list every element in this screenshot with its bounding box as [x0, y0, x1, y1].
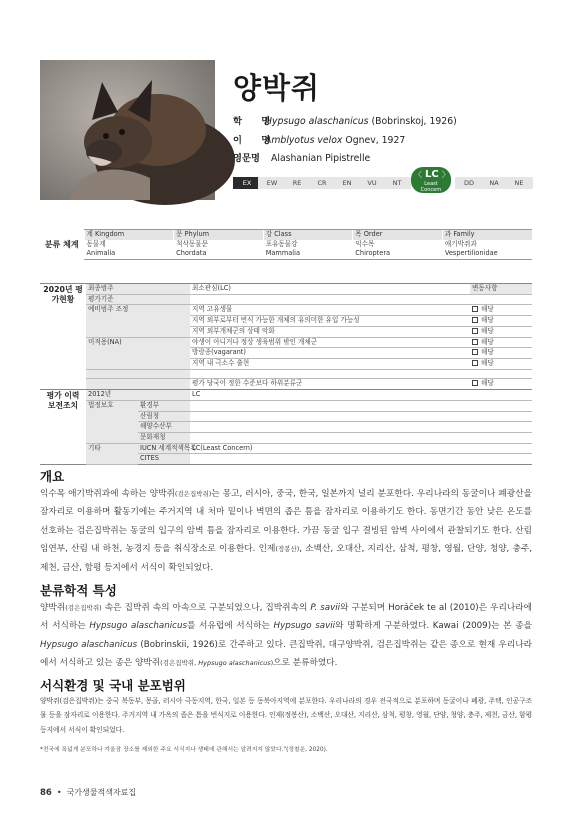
na-item: 지역 내 극소수 출현 — [190, 358, 470, 369]
redlist-chip-cr: CR — [308, 177, 336, 189]
year-value: LC — [190, 390, 532, 401]
scientific-name-row — [233, 113, 457, 132]
text-run: ) — [270, 659, 274, 668]
redlist-current-line1: Least — [424, 181, 438, 187]
iucn-label: IUCN 세계적색목록 — [138, 443, 190, 454]
taxonomy-latin: Chiroptera — [353, 249, 443, 259]
assessment-section-label: 2020년 평가현황 — [40, 284, 86, 390]
check-item — [470, 337, 532, 348]
criteria-label: 평가기준 — [86, 294, 190, 305]
text-run: (정봉산) — [275, 545, 300, 554]
redlist-chip-dd: DD — [455, 177, 483, 189]
synonym-author: Ognev, 1927 — [342, 134, 406, 146]
text-run: 와 명확하게 구분하였다. Kawai (2009)는 본 종을 — [335, 621, 532, 632]
page-footer — [40, 787, 136, 798]
redlist-chip-en: EN — [333, 177, 361, 189]
taxonomy-header: 강 Class — [263, 230, 353, 240]
left-angle-icon: 〈 — [414, 170, 422, 179]
taxonomy-korean: 척삭동물문 — [174, 240, 264, 250]
text-run: (Bobrinskii, 1926)로 간주하고 있다. 큰집박쥐, 대구양박쥐, 검은집박쥐는 같은 종으로 현재 우리나라에서 서식하고 있는 종은 양박쥐 — [40, 639, 533, 669]
check-label: 해당 — [481, 316, 494, 325]
redlist-chip-ne: NE — [505, 177, 533, 189]
taxonomy-label: 분류 체계 — [44, 239, 79, 249]
check-label: 해당 — [481, 326, 494, 335]
cites-label: CITES — [138, 454, 190, 465]
legal-item: 환경부 — [138, 400, 190, 411]
na-item: 방랑종(vagarant) — [190, 348, 470, 359]
blank-cell — [470, 369, 532, 379]
taxonomy-header: 목 Order — [353, 230, 443, 240]
redlist-scale — [233, 167, 531, 193]
taxonomy-latin: Vespertilionidae — [442, 249, 532, 259]
history-section-label: 평가 이력 보전조치 — [40, 390, 86, 465]
legal-item: 산림청 — [138, 411, 190, 422]
synonym-label: 이 명 — [233, 134, 279, 146]
taxonomy-header: 과 Family — [442, 230, 532, 240]
right-angle-icon: 〉 — [441, 170, 450, 179]
habitat-paragraph — [40, 694, 532, 737]
redlist-chip-ew: EW — [258, 177, 286, 189]
checkbox-icon — [472, 306, 478, 312]
text-run: 양박쥐 — [40, 697, 60, 705]
check-label: 해당 — [481, 358, 494, 367]
redlist-chip-vu: VU — [358, 177, 386, 189]
legal-value — [190, 400, 532, 411]
check-label: 해당 — [481, 305, 494, 314]
criteria-value — [190, 294, 532, 305]
lower-taxon-item: 평가 당국이 정한 수준보다 하위분류군 — [190, 379, 470, 390]
blank-cell — [86, 369, 190, 379]
taxonomy-header: 문 Phylum — [174, 230, 264, 240]
habitat-heading: 서식환경 및 국내 분포범위 — [40, 678, 186, 693]
legal-value — [190, 411, 532, 422]
final-category-value: 최소관심(LC) — [190, 284, 470, 295]
english-name: Alashanian Pipistrelle — [271, 153, 371, 164]
legal-value — [190, 422, 532, 433]
text-run: 양박쥐 — [40, 603, 66, 613]
redlist-chip-nt: NT — [383, 177, 411, 189]
text-run: (정봉산) — [281, 711, 307, 720]
taxonomy-korean: 포유동물강 — [263, 240, 353, 250]
taxonomy-latin: Mammalia — [263, 249, 353, 259]
legal-item: 해양수산부 — [138, 422, 190, 433]
text-run: Hypsugo alaschanicus — [89, 621, 187, 632]
text-run: 익수목 애기박쥐과에 속하는 양박쥐 — [40, 489, 175, 499]
legal-label: 법정보호 — [86, 400, 138, 443]
synonym-name: Amblyotus velox — [265, 134, 343, 146]
na-item: 야생이 아니거나 정상 생육범위 밖인 개체군 — [190, 337, 470, 348]
page-number: 86 — [40, 788, 52, 798]
blank-cell — [86, 379, 190, 390]
text-run: (검은집박쥐) — [174, 490, 212, 498]
cites-value — [190, 454, 532, 465]
footnote: *전국에 폭넓게 분포하나 겨울잠 장소를 제외한 주요 서식지나 생태에 관해서는 알려지지 않았다."(정철운, 2020). — [40, 747, 328, 753]
text-run: Hypsugo alaschanicus — [40, 639, 138, 650]
taxonomy-korean: 애기박쥐과 — [442, 240, 532, 250]
scientific-author: (Bobrinskoj, 1926) — [368, 116, 457, 127]
text-run: 를 서유럽에 서식하는 — [186, 621, 274, 632]
redlist-current-code-line — [411, 167, 451, 182]
other-label: 기타 — [86, 443, 138, 464]
bat-illustration-icon — [40, 60, 215, 200]
redlist-chip-na: NA — [480, 177, 508, 189]
redlist-chip-re: RE — [283, 177, 311, 189]
text-run: (검은집박쥐) — [65, 604, 102, 612]
text-run: 와 구분되며 Horáček te al (2010)은 우리나라에서 서식하는 — [40, 603, 533, 632]
taxonomy-table — [40, 229, 532, 260]
checkbox-icon — [472, 380, 478, 386]
text-run: P. savii — [310, 603, 341, 613]
species-title: 양박쥐 — [233, 71, 321, 105]
scientific-name: Hypsugo alaschanicus — [265, 116, 369, 127]
redlist-current-line2: Concern — [420, 186, 442, 193]
change-label: 변동사항 — [470, 284, 532, 295]
text-run: , 소백산, 오대산, 지리산, 삼척, 평창, 영월, 단양, 청양, 충주, 제천, 금산, 함평 등지에서 서식이 확인되었다. — [40, 711, 533, 734]
check-item — [470, 358, 532, 369]
text-run: Hypsugo savii — [273, 621, 336, 632]
checkbox-icon — [472, 317, 478, 323]
text-run: , 소백산, 오대산, 지리산, 삼척, 평창, 영월, 단양, 청양, 충주, 제천, 금산, 함평 등지에서 서식이 확인되었다. — [40, 544, 532, 573]
checkbox-icon — [472, 339, 478, 345]
check-label: 해당 — [481, 337, 494, 346]
synonym-row — [233, 132, 457, 151]
overview-paragraph — [40, 485, 532, 577]
redlist-chip-ex: EX — [233, 177, 261, 189]
taxonomy-latin: Animalia — [84, 249, 174, 259]
species-names — [233, 113, 457, 169]
taxonomy-korean: 익수목 — [353, 240, 443, 250]
regional-item: 지역 고유생물 — [190, 305, 470, 316]
legal-item: 문화재청 — [138, 432, 190, 443]
bat-photo — [40, 60, 215, 200]
check-item — [470, 326, 532, 337]
taxonomy-heading: 분류학적 특성 — [40, 583, 117, 598]
final-category-label: 최종범주 — [86, 284, 190, 295]
taxonomy-header: 계 Kingdom — [84, 230, 174, 240]
taxonomy-latin: Chordata — [174, 249, 264, 259]
blank-cell — [190, 369, 470, 379]
taxonomy-paragraph — [40, 599, 532, 673]
overview-heading: 개요 — [40, 469, 65, 484]
check-item — [470, 379, 532, 390]
checkbox-icon — [472, 360, 478, 366]
taxonomy-korean: 동물계 — [84, 240, 174, 250]
english-name-row — [233, 150, 457, 169]
check-item — [470, 348, 532, 359]
text-run: 으로 분류하였다. — [273, 658, 338, 669]
text-run: (검은집박쥐) — [59, 697, 98, 705]
check-item — [470, 316, 532, 327]
na-label: 미적용(NA) — [86, 337, 190, 369]
text-run: 속은 집박쥐 속의 아속으로 구분되었으나, 집박쥐속의 — [101, 603, 311, 613]
check-label: 해당 — [481, 348, 494, 357]
english-name-label: 영문명 — [233, 153, 260, 164]
regional-item: 지역 외부로부터 번식 가능한 개체의 유의미한 유입 가능성 — [190, 316, 470, 327]
regional-adjust-label: 예비범주 조정 — [86, 305, 190, 337]
check-label: 해당 — [481, 379, 494, 388]
redlist-current-category — [411, 167, 451, 193]
scientific-name-label: 학 명 — [233, 116, 279, 127]
iucn-value: LC(Least Concern) — [190, 443, 532, 454]
book-title: 국가생물적색자료집 — [66, 788, 137, 797]
regional-item: 지역 외부개체군의 상태 악화 — [190, 326, 470, 337]
redlist-current-code: LC — [425, 169, 439, 180]
text-run: Hypsugo alaschanicus — [198, 659, 271, 668]
check-item — [470, 305, 532, 316]
text-run: 는 중국 북동부, 몽골, 러시아 극동지역, 한국, 일본 등 동북아지역에 분포한다. 우리나라의 경우 전국적으로 분포하며 동굴이나 폐광, 주택, 인공구조물 등을 잠자리로 이용한다. 주거지역 내 가옥의 좁은 틈을 번식지로 이용한다. 인제 — [40, 697, 532, 720]
legal-value — [190, 432, 532, 443]
text-run: (검은집박쥐, — [160, 659, 199, 668]
checkbox-icon — [472, 349, 478, 355]
bullet-icon: • — [56, 788, 62, 797]
assessment-table — [40, 283, 532, 465]
text-run: 는 몽고, 러시아, 중국, 한국, 일본까지 널리 분포한다. 우리나라의 동굴이나 폐광산을 잠자리로 이용하며 활동기에는 주거지역 내 처마 밑이나 벽면의 좁은 틈을 잠자리로 이용하기도 한다. 동면기간 동안 낮은 온도를 선호하는 검은집박쥐는 동굴의 입구의 암벽 틈을 잠자리로 이용한다. 가끔 동굴 입구 결빙된 암벽 사이에서 관찰되기도 한다. 산림 임연부, 산림 내 하천, 농경지 등을 취식장소로 이용한다. 인제 — [40, 489, 532, 555]
checkbox-icon — [472, 328, 478, 334]
year-label: 2012년 — [86, 390, 190, 401]
